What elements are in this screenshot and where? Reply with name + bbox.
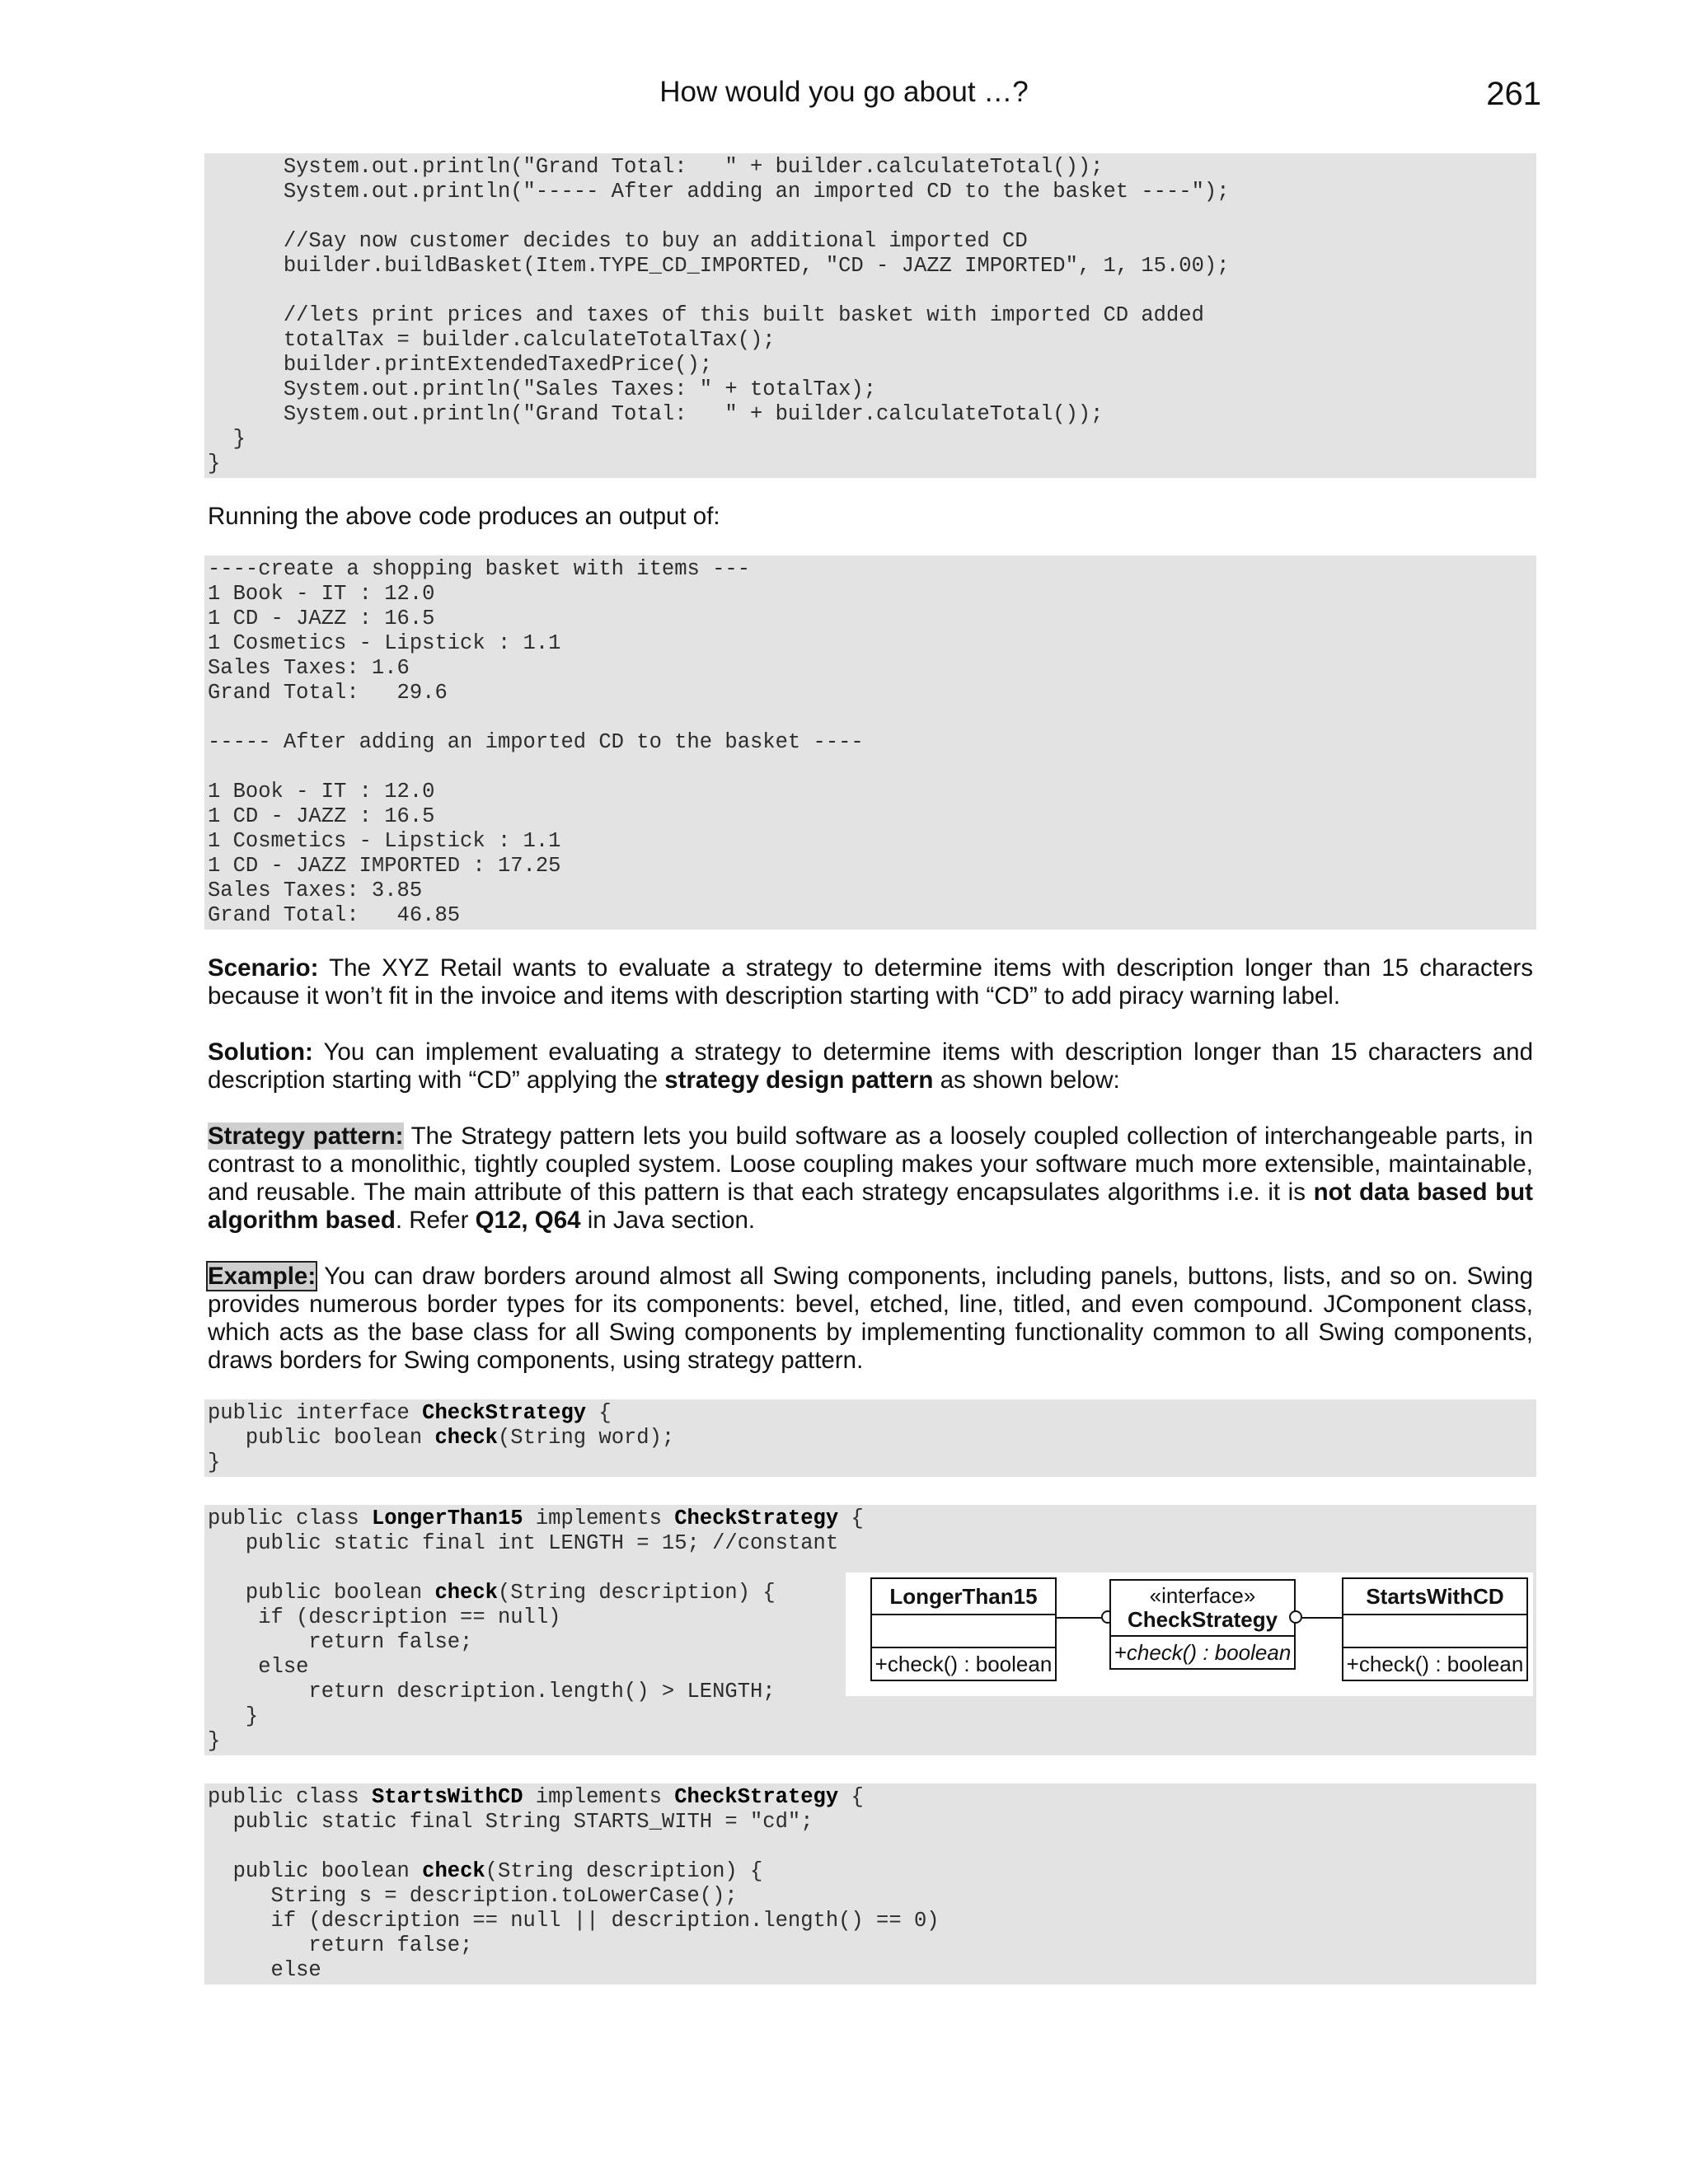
code-text: String s = description.toLowerCase(); <box>208 1884 738 1908</box>
code-line: Grand Total: 46.85 <box>208 903 461 927</box>
uml-stereotype: «interface» <box>1149 1583 1256 1608</box>
uml-attributes <box>1343 1615 1526 1648</box>
solution-text-2: as shown below: <box>933 1066 1120 1094</box>
code-line: } <box>208 427 246 451</box>
code-text: public class <box>208 1785 372 1809</box>
code-line: Sales Taxes: 3.85 <box>208 879 423 902</box>
code-line: System.out.println("Grand Total: " + builder.calculateTotal()); <box>208 402 1104 426</box>
code-line: Sales Taxes: 1.6 <box>208 656 410 680</box>
code-line: totalTax = builder.calculateTotalTax(); <box>208 328 776 352</box>
page-header <box>0 76 1688 125</box>
uml-interface-check-strategy <box>1109 1579 1296 1670</box>
code-line <box>208 279 1533 303</box>
code-identifier: CheckStrategy <box>674 1785 839 1809</box>
strategy-text-1: The Strategy pattern lets you build software as a loosely coupled collection of interchangeable parts, in contrast to a monolithic, tightly coupled system. Loose coupling makes your software much more extensible, maintainable, and reusable. The main attribute of this pattern is that each strategy encapsulates algorithms i.e. it is <box>208 1122 1534 1206</box>
solution-paragraph <box>208 1038 1533 1094</box>
code-text: if (description == null) <box>208 1605 561 1629</box>
code-line <box>208 1884 1533 1909</box>
uml-class-name: StartsWithCD <box>1343 1579 1526 1615</box>
code-line <box>208 1401 1533 1426</box>
code-text: (String description) { <box>497 1581 776 1605</box>
code-line <box>208 1933 1533 1958</box>
strategy-text-2: . Refer <box>395 1207 476 1234</box>
strategy-bold-2: Q12, Q64 <box>475 1207 581 1234</box>
code-text: public static final int LENGTH = 15; //constant <box>208 1531 839 1555</box>
code-text: else <box>208 1958 321 1982</box>
code-line <box>208 1729 1533 1754</box>
code-text: implements <box>523 1507 675 1530</box>
code-line <box>208 1531 1533 1556</box>
code-text: { <box>586 1401 612 1425</box>
code-line: } <box>208 452 221 476</box>
code-identifier: StartsWithCD <box>371 1785 523 1809</box>
strategy-text-3: in Java section. <box>580 1207 756 1234</box>
code-line: Grand Total: 29.6 <box>208 681 448 705</box>
example-text: You can draw borders around almost all Swing components, including panels, buttons, lists, and so on. Swing provides numerous border types for its components: bevel, etched, line, titled, and even compound. JComponent class, which acts as the base class for all Swing components by implementing functionality common to all Swing components, draws borders for Swing components, using strategy pattern. <box>208 1263 1533 1374</box>
code-line <box>208 1451 1533 1475</box>
code-line: 1 Cosmetics - Lipstick : 1.1 <box>208 631 561 655</box>
code-text: public interface <box>208 1401 423 1425</box>
code-text: if (description == null || description.length() == 0) <box>208 1909 940 1933</box>
code-line: 1 CD - JAZZ : 16.5 <box>208 607 435 630</box>
uml-operation: +check() : boolean <box>1346 1652 1524 1676</box>
running-title: How would you go about …? <box>659 76 1029 108</box>
uml-class-name: LongerThan15 <box>872 1579 1055 1615</box>
code-line: 1 Book - IT : 12.0 <box>208 582 435 606</box>
code-identifier: check <box>434 1581 498 1605</box>
strategy-paragraph <box>208 1122 1533 1235</box>
uml-lollipop-right <box>1289 1610 1302 1624</box>
code-line <box>208 1859 1533 1884</box>
scenario-paragraph <box>208 954 1533 1010</box>
strategy-bold-1: not data based but algorithm based <box>208 1179 1533 1234</box>
code-text: public boolean <box>208 1859 423 1883</box>
code-text: } <box>208 1704 259 1728</box>
code-line: ----- After adding an imported CD to the basket ---- <box>208 730 864 754</box>
code-line: 1 CD - JAZZ : 16.5 <box>208 804 435 828</box>
uml-operation: +check() : boolean <box>874 1652 1053 1676</box>
code-line <box>208 1426 1533 1451</box>
code-line <box>208 1507 1533 1531</box>
code-block-starts-with-cd <box>204 1783 1536 1985</box>
code-text: (String description) { <box>485 1859 763 1883</box>
uml-connector-right <box>1302 1617 1343 1619</box>
code-line: 1 Book - IT : 12.0 <box>208 780 435 804</box>
solution-bold: strategy design pattern <box>664 1066 934 1094</box>
code-line: 1 Cosmetics - Lipstick : 1.1 <box>208 829 561 853</box>
uml-attributes <box>872 1615 1055 1648</box>
code-text: public boolean <box>208 1581 435 1605</box>
code-text: } <box>208 1451 221 1474</box>
scenario-text: The XYZ Retail wants to evaluate a strategy to determine items with description longer than 15 characters because it won’t fit in the invoice and items with description starting with “CD” to add piracy warning label. <box>208 954 1533 1010</box>
scenario-label: Scenario: <box>208 954 319 982</box>
code-line: System.out.println("----- After adding an imported CD to the basket ----"); <box>208 180 1230 204</box>
code-block-interface <box>204 1399 1536 1477</box>
uml-class-starts-with-cd <box>1342 1577 1528 1681</box>
code-text: public static final String STARTS_WITH = "cd"; <box>208 1810 814 1834</box>
code-block-main-end <box>204 153 1536 478</box>
code-line: builder.buildBasket(Item.TYPE_CD_IMPORTED, "CD - JAZZ IMPORTED", 1, 15.00); <box>208 254 1230 278</box>
example-label: Example: <box>208 1263 316 1290</box>
code-line <box>208 1958 1533 1983</box>
code-text: public class <box>208 1507 372 1530</box>
page-content <box>208 153 1533 1985</box>
example-paragraph <box>208 1263 1533 1375</box>
code-text: (String word); <box>497 1426 675 1450</box>
code-text: } <box>208 1729 221 1753</box>
code-text: return false; <box>208 1933 473 1957</box>
code-text: { <box>838 1785 864 1809</box>
code-text: public boolean <box>208 1426 435 1450</box>
code-line <box>208 1785 1533 1810</box>
uml-operation: +check() : boolean <box>1114 1640 1292 1665</box>
output-intro: Running the above code produces an output of: <box>208 503 720 530</box>
program-output-block <box>204 555 1536 930</box>
uml-interface-name: CheckStrategy <box>1111 1607 1294 1637</box>
code-line <box>208 204 1533 229</box>
code-line: System.out.println("Grand Total: " + builder.calculateTotal()); <box>208 155 1104 179</box>
uml-connector-left <box>1057 1617 1104 1619</box>
code-identifier: CheckStrategy <box>674 1507 839 1530</box>
solution-text-1: You can implement evaluating a strategy to determine items with description longer than 15 characters and description starting with “CD” applying the <box>208 1038 1533 1094</box>
code-line: builder.printExtendedTaxedPrice(); <box>208 353 713 377</box>
code-identifier: check <box>434 1426 498 1450</box>
code-text: else <box>208 1655 309 1679</box>
code-line <box>208 1909 1533 1933</box>
code-text: { <box>838 1507 864 1530</box>
solution-label: Solution: <box>208 1038 313 1066</box>
code-line: 1 CD - JAZZ IMPORTED : 17.25 <box>208 854 561 878</box>
code-text: return false; <box>208 1630 473 1654</box>
strategy-label: Strategy pattern: <box>208 1122 404 1150</box>
code-line <box>208 705 1533 730</box>
code-line <box>208 1835 1533 1859</box>
code-identifier: CheckStrategy <box>422 1401 587 1425</box>
uml-class-longer-than-15 <box>870 1577 1057 1681</box>
code-text: implements <box>523 1785 675 1809</box>
code-line: System.out.println("Sales Taxes: " + totalTax); <box>208 377 877 401</box>
code-line: //Say now customer decides to buy an additional imported CD <box>208 229 1028 253</box>
uml-class-diagram <box>846 1572 1533 1696</box>
code-text: return description.length() > LENGTH; <box>208 1680 776 1704</box>
code-line <box>208 755 1533 780</box>
code-line: //lets print prices and taxes of this built basket with imported CD added <box>208 303 1204 327</box>
code-identifier: check <box>422 1859 485 1883</box>
code-line <box>208 1810 1533 1835</box>
page-number: 261 <box>1486 76 1541 112</box>
code-identifier: LongerThan15 <box>371 1507 523 1530</box>
code-line <box>208 1704 1533 1729</box>
code-line: ----create a shopping basket with items --- <box>208 557 751 581</box>
